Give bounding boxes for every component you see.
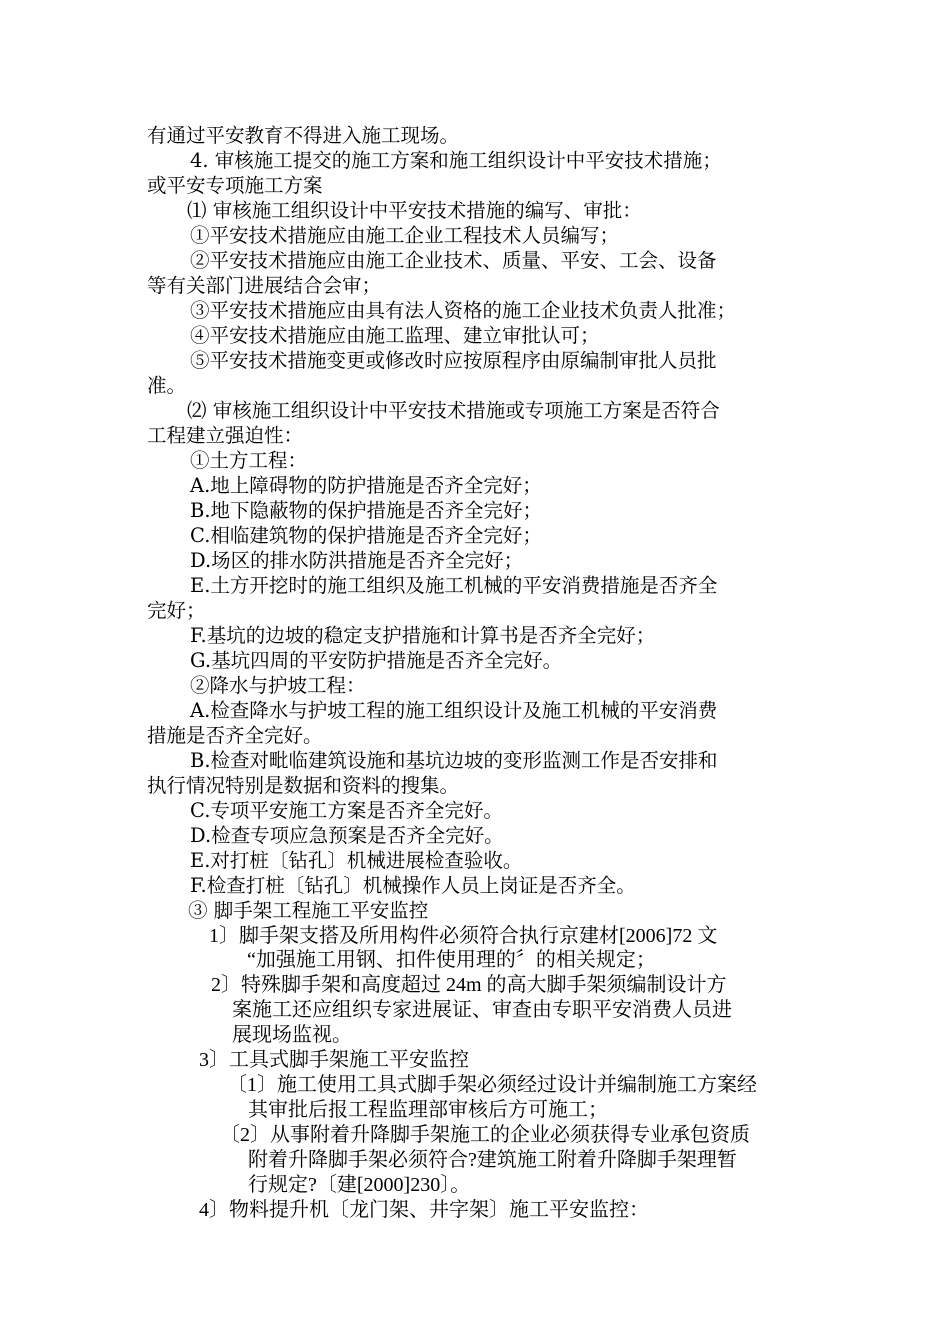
text-line: “加强施工用钢、扣件使用理的〞的相关规定； [247, 949, 656, 971]
text-line: A.检查降水与护坡工程的施工组织设计及施工机械的平安消费 [190, 699, 718, 722]
text-line: 措施是否齐全完好。 [147, 724, 323, 747]
text-line: ⑵ 审核施工组织设计中平安技术措施或专项施工方案是否符合 [187, 399, 720, 422]
text-line: 1〕脚手架支搭及所用构件必须符合执行京建材[2006]72 文 [209, 925, 718, 947]
text-line: D.检查专项应急预案是否齐全完好。 [190, 824, 504, 847]
text-line: 4〕物料提升机〔龙门架、井字架〕施工平安监控： [199, 1199, 649, 1221]
text-line: 或平安专项施工方案 [147, 174, 323, 197]
text-line: 2〕特殊脚手架和高度超过 24m 的高大脚手架须编制设计方 [211, 974, 727, 996]
text-line: 完好； [147, 599, 206, 622]
text-line: A.地上障碍物的防护措施是否齐全完好； [190, 474, 542, 497]
text-line: B.检查对毗临建筑设施和基坑边坡的变形监测工作是否安排和 [190, 749, 718, 772]
text-line: ②降水与护坡工程： [190, 674, 366, 697]
text-line: ⑤平安技术措施变更或修改时应按原程序由原编制审批人员批 [190, 349, 717, 372]
text-line: 其审批后报工程监理部审核后方可施工； [248, 1099, 608, 1121]
text-line: 附着升降脚手架必须符合?建筑施工附着升降脚手架理暂 [248, 1149, 737, 1171]
text-line: 展现场监视。 [232, 1024, 352, 1046]
text-line: E.对打桩〔钻孔〕机械进展检查验收。 [190, 849, 523, 872]
text-line: ②平安技术措施应由施工企业技术、质量、平安、工会、设备 [190, 249, 717, 272]
text-line: G.基坑四周的平安防护措施是否齐全完好。 [190, 649, 563, 672]
text-line: 案施工还应组织专家进展证、审查由专职平安消费人员进 [232, 999, 732, 1021]
text-line: 等有关部门进展结合会审； [147, 274, 382, 297]
text-line: 准。 [147, 374, 187, 397]
text-line: F.检查打桩〔钻孔〕机械操作人员上岗证是否齐全。 [190, 874, 636, 897]
text-line: 3〕工具式脚手架施工平安监控 [199, 1049, 469, 1071]
text-line: C.相临建筑物的保护措施是否齐全完好； [190, 524, 542, 547]
text-line: ①平安技术措施应由施工企业工程技术人员编写； [190, 224, 620, 247]
text-line: E.土方开挖时的施工组织及施工机械的平安消费措施是否齐全 [190, 574, 718, 597]
text-line: 〔1〕施工使用工具式脚手架必须经过设计并编制施工方案经 [227, 1074, 757, 1096]
text-line: 行规定?〔建[2000]230〕。 [248, 1174, 471, 1196]
text-line: C.专项平安施工方案是否齐全完好。 [190, 799, 503, 822]
text-line: ⑴ 审核施工组织设计中平安技术措施的编写、审批： [187, 199, 642, 222]
text-line: D.场区的排水防洪措施是否齐全完好； [190, 549, 524, 572]
text-line: ③ 脚手架工程施工平安监控 [188, 899, 429, 922]
text-line: F.基坑的边坡的稳定支护措施和计算书是否齐全完好； [190, 624, 656, 647]
text-line: ③平安技术措施应由具有法人资格的施工企业技术负责人批准； [190, 299, 737, 322]
text-line: 执行情况特别是数据和资料的搜集。 [147, 774, 460, 797]
text-line: B.地下隐蔽物的保护措施是否齐全完好； [190, 499, 543, 522]
text-line: 工程建立强迫性： [147, 424, 304, 447]
text-line: 4. 审核施工提交的施工方案和施工组织设计中平安技术措施； [190, 149, 722, 172]
text-line: 〔2〕从事附着升降脚手架施工的企业必须获得专业承包资质 [220, 1124, 750, 1146]
text-line: 有通过平安教育不得进入施工现场。 [147, 124, 460, 147]
text-line: ①土方工程： [190, 449, 308, 472]
text-line: ④平安技术措施应由施工监理、建立审批认可； [190, 324, 600, 347]
